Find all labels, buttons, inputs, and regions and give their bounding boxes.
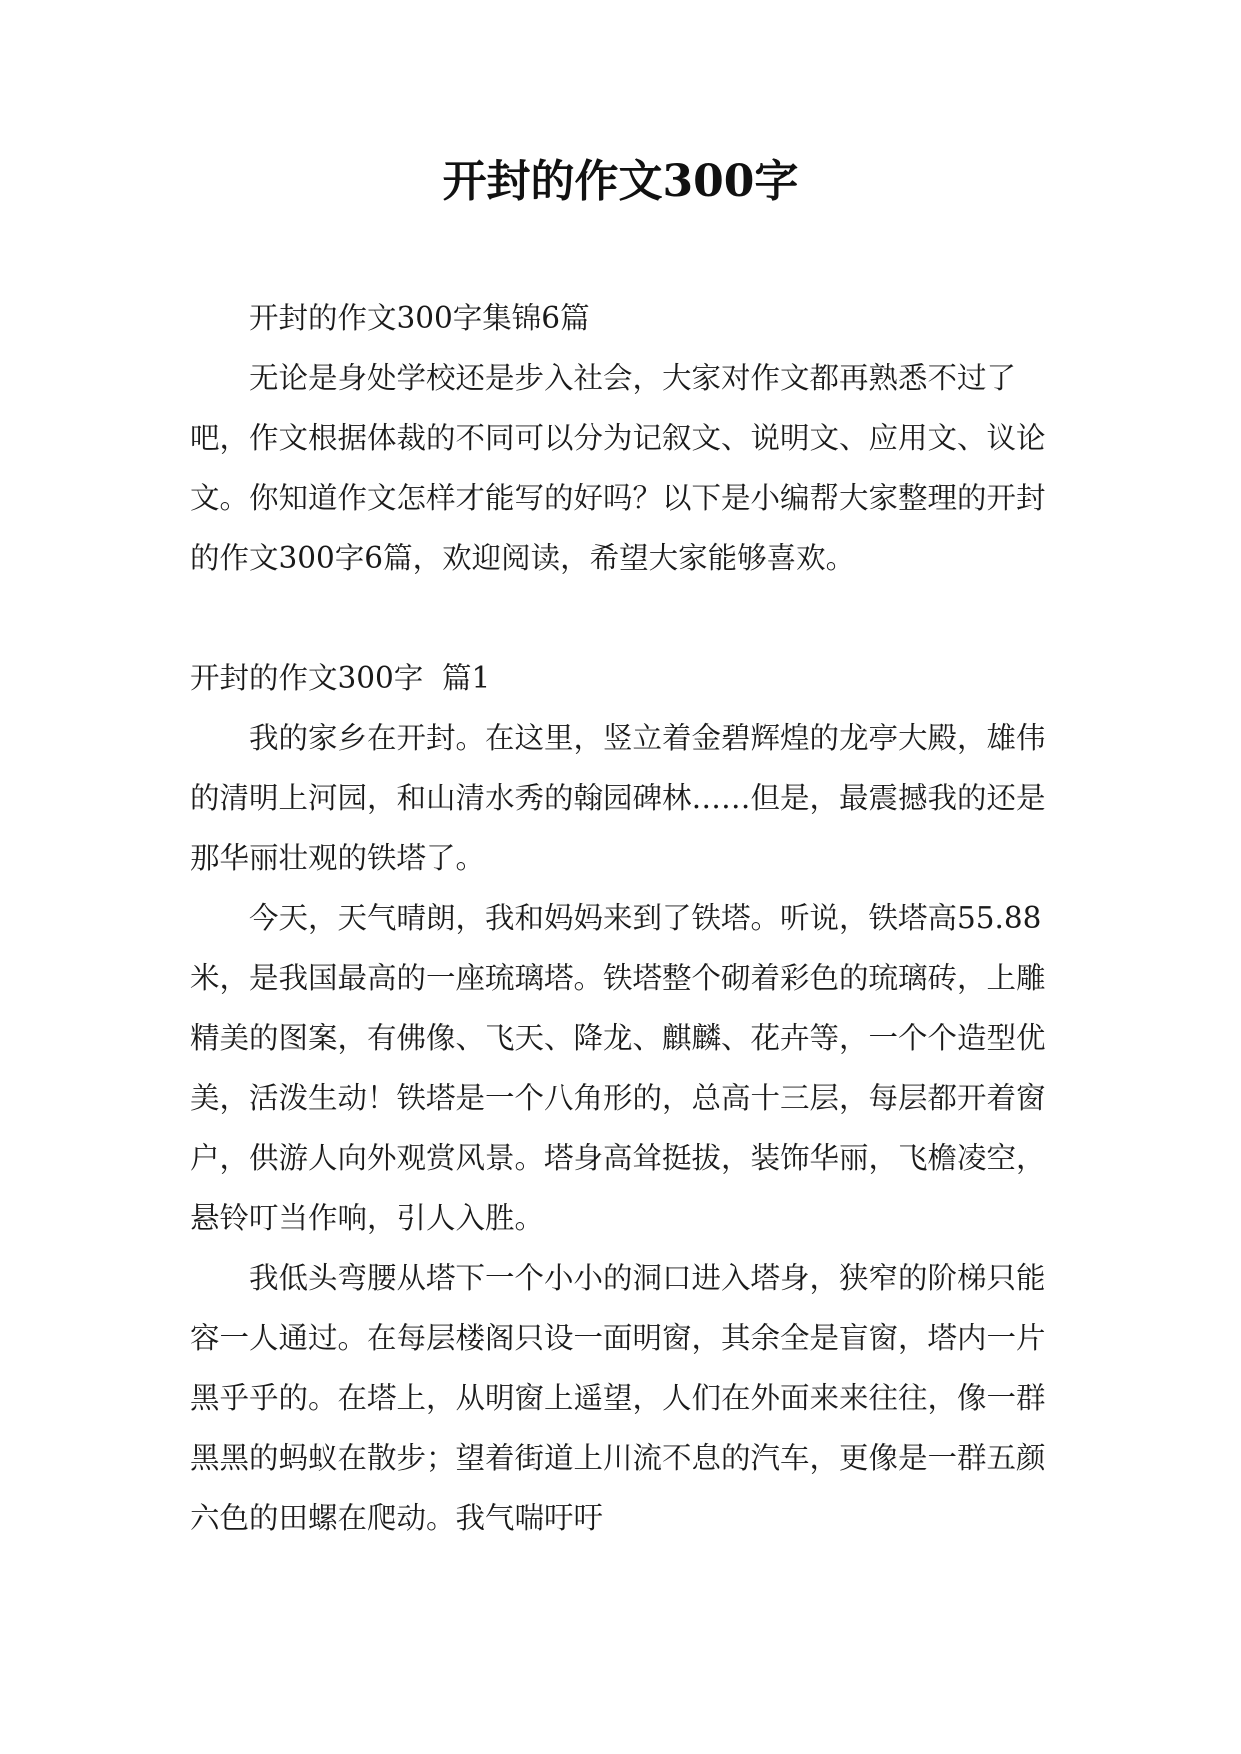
- document-subtitle: 开封的作文300字集锦6篇: [249, 301, 590, 335]
- section-heading: 开封的作文300字 篇1: [190, 661, 491, 695]
- intro-paragraph: 无论是身处学校还是步入社会，大家对作文都再熟悉不过了吧，作文根据体裁的不同可以分为记叙文、说明文、应用文、议论文。你知道作文怎样才能写的好吗？以下是小编帮大家整理的开封的作文300字6篇，欢迎阅读，希望大家能够喜欢。: [190, 361, 1046, 575]
- body-paragraph: 我低头弯腰从塔下一个小小的洞口进入塔身，狭窄的阶梯只能容一人通过。在每层楼阁只设一面明窗，其余全是盲窗，塔内一片黑乎乎的。在塔上，从明窗上遥望，人们在外面来来往往，像一群黑黑的蚂蚁在散步；望着街道上川流不息的汽车，更像是一群五颜六色的田螺在爬动。我气喘吁吁: [190, 1261, 1046, 1535]
- document-title: 开封的作文300字: [442, 156, 799, 207]
- body-paragraph: 今天，天气晴朗，我和妈妈来到了铁塔。听说，铁塔高55.88米，是我国最高的一座琉璃塔。铁塔整个砌着彩色的琉璃砖，上雕精美的图案，有佛像、飞天、降龙、麒麟、花卉等，一个个造型优美，活泼生动！铁塔是一个八角形的，总高十三层，每层都开着窗户，供游人向外观赏风景。塔身高耸挺拔，装饰华丽，飞檐凌空，悬铃叮当作响，引人入胜。: [190, 901, 1046, 1235]
- body-paragraph: 我的家乡在开封。在这里，竖立着金碧辉煌的龙亭大殿，雄伟的清明上河园，和山清水秀的翰园碑林……但是，最震撼我的还是那华丽壮观的铁塔了。: [190, 721, 1046, 875]
- document-body: [190, 288, 1052, 1548]
